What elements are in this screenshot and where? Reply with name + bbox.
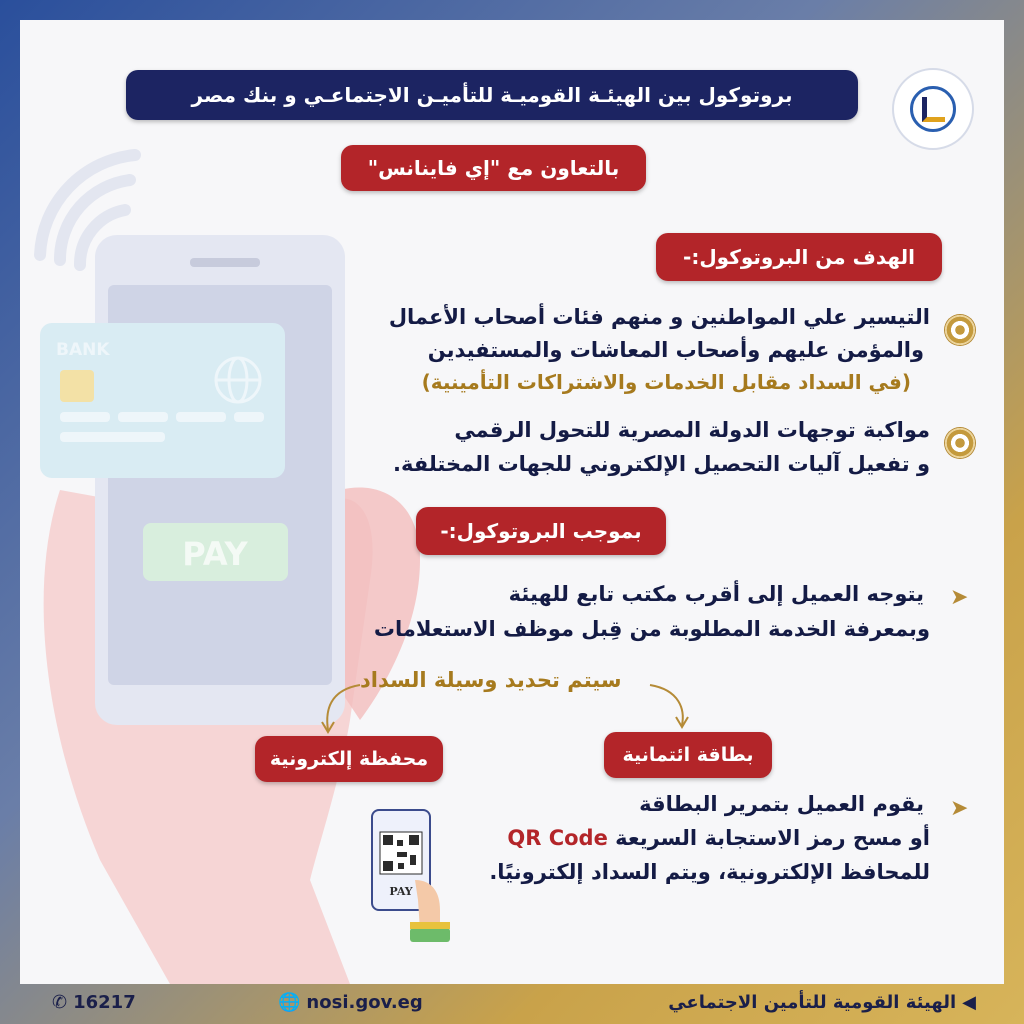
footer <box>0 984 1024 1024</box>
qr-pay-label: PAY <box>389 885 413 898</box>
partnership-badge: بالتعاون مع "إي فاينانس" <box>341 145 646 191</box>
website-link[interactable]: nosi.gov.eg <box>306 992 423 1013</box>
phone-speaker <box>190 258 260 267</box>
process-heading: بموجب البروتوكول:- <box>416 507 666 555</box>
option-e-wallet: محفظة إلكترونية <box>255 736 443 782</box>
qr-phone-icon <box>372 810 450 942</box>
pay-label: PAY <box>182 535 248 573</box>
payment-method-label: سيتم تحديد وسيلة السداد <box>360 668 622 692</box>
page-title: بروتوكول بين الهيئـة القوميـة للتأميـن الاجتماعـي و بنك مصر <box>126 70 858 120</box>
card-bank-label: BANK <box>56 340 110 360</box>
content-panel <box>20 20 1004 984</box>
phone-icon: ✆ <box>52 992 68 1013</box>
nosi-logo <box>892 68 974 150</box>
footer-org <box>668 992 976 1013</box>
step-1-line-2: وبمعرفة الخدمة المطلوبة من قِبل موظف الاستعلامات <box>373 617 930 641</box>
bullet-2-icon <box>945 428 975 458</box>
goal-bullet-1-line-2: والمؤمن عليهم وأصحاب المعاشات والمستفيدين <box>427 338 924 362</box>
goal-bullet-2-line-2: و تفعيل آليات التحصيل الإلكتروني للجهات المختلفة. <box>393 452 930 476</box>
step-2-line-1: يقوم العميل بتمرير البطاقة <box>639 792 924 816</box>
card-chip <box>60 370 94 402</box>
goal-heading: الهدف من البروتوكول:- <box>656 233 942 281</box>
goal-bullet-2-line-1: مواكبة توجهات الدولة المصرية للتحول الرقمي <box>454 418 930 442</box>
play-arrow-icon: ◀ <box>962 992 976 1013</box>
logo-emblem-icon <box>910 86 956 132</box>
goal-bullet-1-line-3: (في السداد مقابل الخدمات والاشتراكات التأمينية) <box>421 370 911 394</box>
goal-bullet-1-line-1: التيسير علي المواطنين و منهم فئات أصحاب الأعمال <box>388 305 930 329</box>
qr-code-label: QR Code <box>507 826 608 850</box>
footer-phone <box>52 992 136 1013</box>
bullet-1-icon <box>945 315 975 345</box>
globe-icon: 🌐 <box>278 992 301 1013</box>
step-2-arrow-icon: ➤ <box>950 796 969 821</box>
step-2-line-3: للمحافظ الإلكترونية، ويتم السداد إلكترونيًا. <box>489 860 930 884</box>
org-name: الهيئة القومية للتأمين الاجتماعي <box>668 992 957 1013</box>
step-1-line-1: يتوجه العميل إلى أقرب مكتب تابع للهيئة <box>508 582 924 606</box>
option-credit-card: بطاقة ائتمانية <box>604 732 772 778</box>
footer-website[interactable] <box>278 992 423 1013</box>
phone-number: 16217 <box>73 992 136 1013</box>
step-1-arrow-icon: ➤ <box>950 585 969 610</box>
step-2-line-2-text: أو مسح رمز الاستجابة السريعة <box>615 826 930 850</box>
step-2-line-2 <box>507 826 930 850</box>
